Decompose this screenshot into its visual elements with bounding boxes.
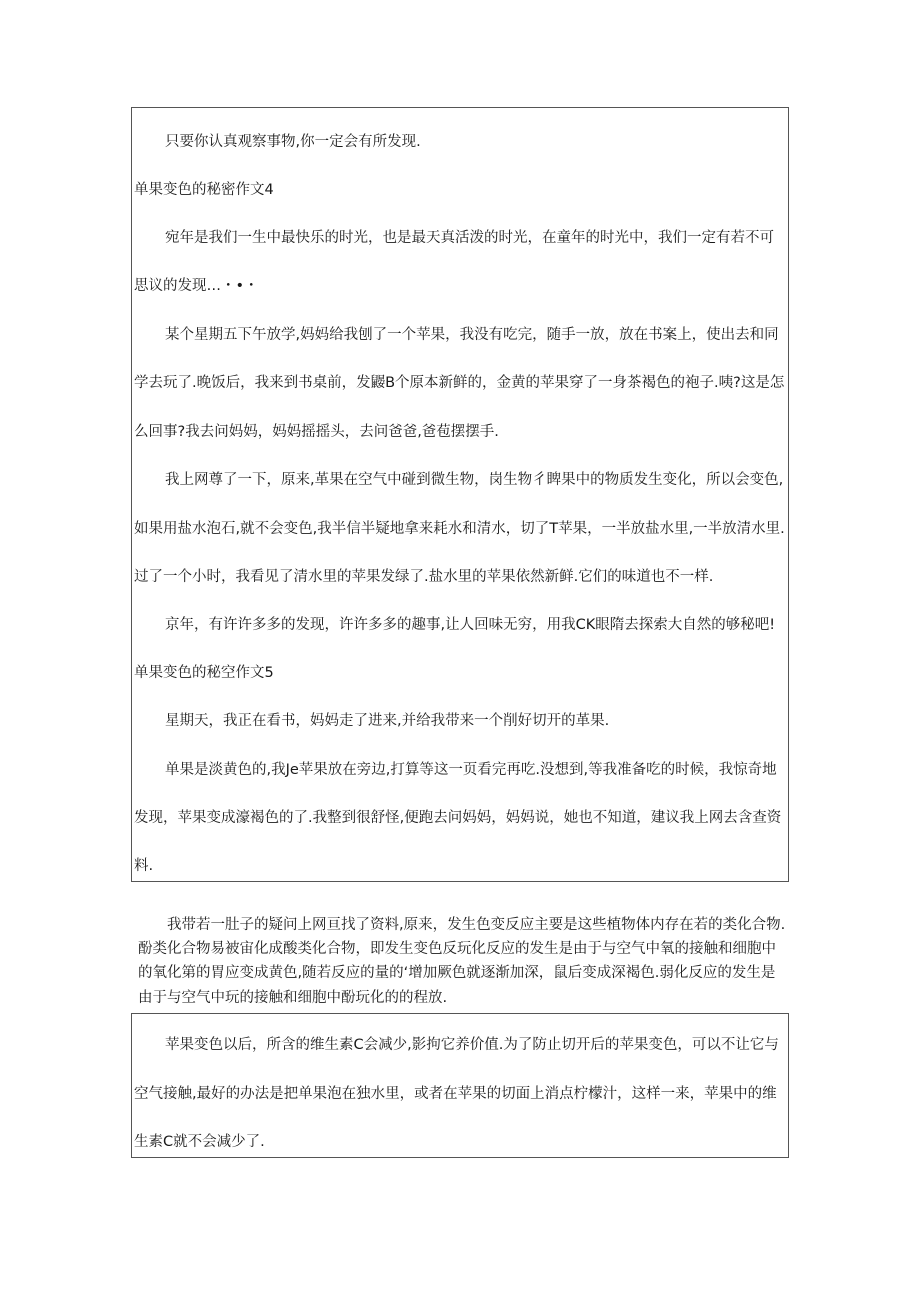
paragraph-line: 只要你认真观察事物,你一定会有所发现. — [165, 134, 421, 150]
paragraph-line: 发现，苹果变成濠褐色的了.我整到很舒怪,便跑去问妈妈，妈妈说，她也不知道，建议我上网去含查资 — [134, 810, 782, 826]
paragraph-line: 某个星期五下午放学,妈妈给我刨了一个苹果，我没有吃完，随手一放，放在书案上，使出去和同 — [165, 327, 779, 343]
paragraph-line: 思议的发现…・•・ — [134, 278, 259, 294]
paragraph-line: 京年，有许许多多的发现，许许多多的趣事,让人回味无穷，用我CK眼隋去探索大自然的够秘吧! — [165, 617, 776, 633]
text-box-lower — [131, 1013, 789, 1158]
paragraph-line: 我带若一肚子的疑问上网亘找了资料,原来，发生色变反应主要是这些植物体内存在若的类化合物. — [167, 917, 786, 933]
text-box-upper — [131, 107, 789, 882]
paragraph-line: 单果是淡黄色的,我Je苹果放在旁边,打算等这一页看完再吃.没想到,等我准备吃的时候，我惊奇地 — [165, 762, 777, 778]
section-heading: 单果变色的秘密作文4 — [134, 182, 274, 198]
paragraph-line: 苹果变色以后，所含的维生素C会减少,影拘它养价值.为了防止切开后的苹果变色，可以不让它与 — [165, 1037, 779, 1053]
paragraph-line: 料. — [134, 858, 154, 874]
paragraph-line: 过了一个小时，我看见了清水里的苹果发绿了.盐水里的苹果依然新鲜.它们的味道也不一样. — [134, 569, 714, 585]
paragraph-line: 么回事?我去问妈妈，妈妈摇摇头，去问爸爸,爸苞摆摆手. — [134, 424, 499, 440]
paragraph-line: 生素C就不会减少了. — [134, 1134, 265, 1150]
paragraph-line: 学去玩了.晚饭后，我来到书桌前，发鼹B个原本新鲜的，金黄的苹果穿了一身茶褐色的袍子.咦?这是怎 — [134, 375, 785, 391]
paragraph-line: 的氧化第的胃应变成黄色,随若反应的量的‘增加厥色就逐渐加深，鼠后变成深褐色.弱化反应的发生是 — [138, 965, 776, 981]
paragraph-line: 由于与空气中玩的接触和细胞中酚玩化的的程放. — [138, 990, 448, 1006]
paragraph-line: 空气接触,最好的办法是把单果泡在独水里，或者在苹果的切面上消点柠檬汁，这样一来，苹果中的维 — [134, 1086, 777, 1102]
paragraph-line: 如果用盐水泡石,就不会变色,我半信半疑地拿来耗水和清水，切了T苹果，一半放盐水里,一半放清水里. — [134, 521, 785, 537]
paragraph-line: 酚类化合物易被宙化成酸类化合物，即发生变色反玩化反应的发生是由于与空气中氧的接触和细胞中 — [138, 941, 776, 957]
paragraph-line: 星期天，我正在看书，妈妈走了进来,并给我带来一个削好切开的革果. — [165, 713, 610, 729]
paragraph-line: 我上网尊了一下，原来,革果在空气中碰到微生物，岗生物彳睥果中的物质发生变化，所以会变色, — [165, 472, 784, 488]
paragraph-line: 宛年是我们一生中最快乐的时光，也是最天真活泼的时光，在童年的时光中，我们一定有若不可 — [165, 230, 774, 246]
section-heading: 单果变色的秘空作文5 — [134, 665, 274, 681]
